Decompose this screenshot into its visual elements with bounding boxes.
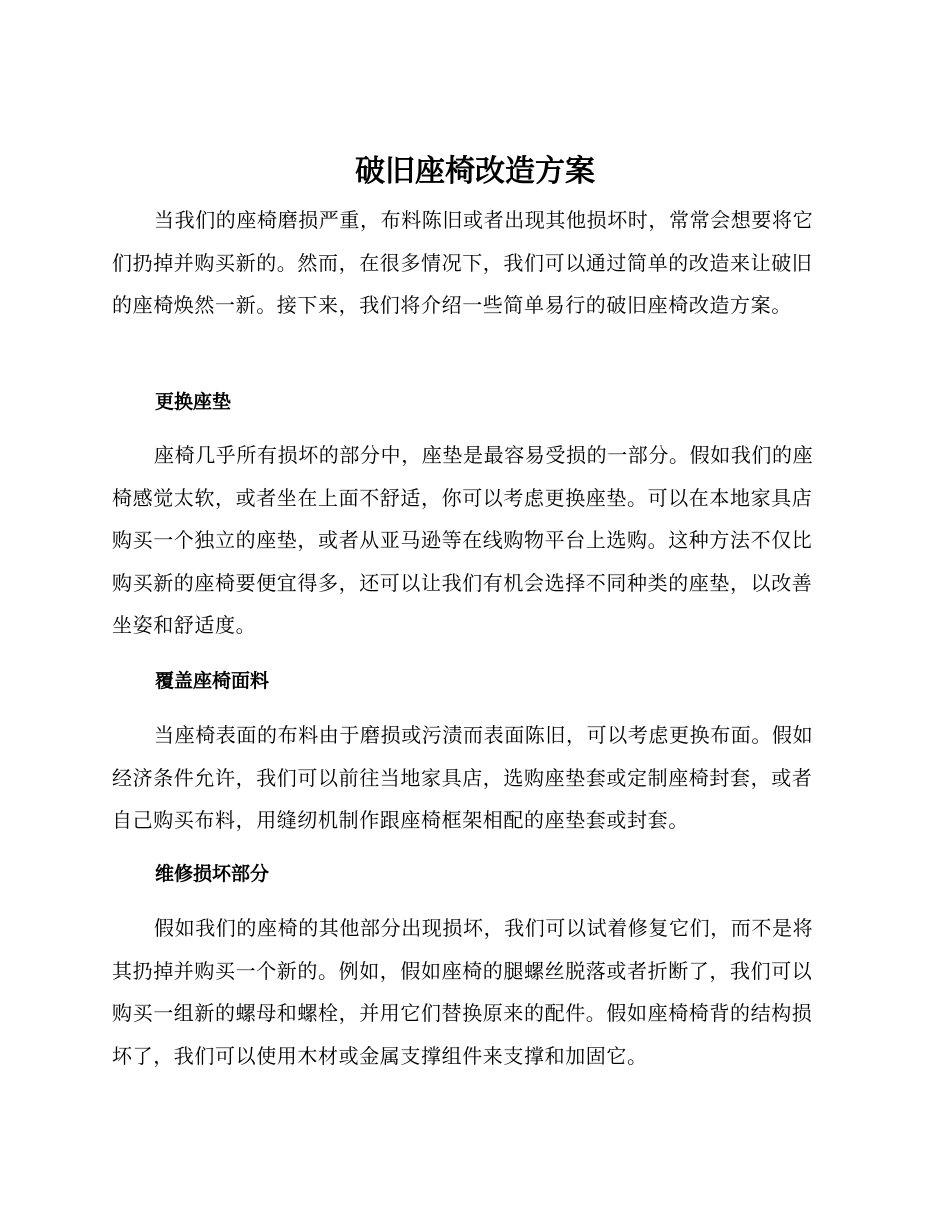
intro-paragraph: 当我们的座椅磨损严重，布料陈旧或者出现其他损坏时，常常会想要将它们扔掉并购买新的。然而，在很多情况下，我们可以通过简单的改造来让破旧的座椅焕然一新。接下来，我们将介绍一些简单易行的破旧座椅改造方案。 [112, 208, 814, 317]
section-heading-cover-fabric: 覆盖座椅面料 [155, 670, 270, 692]
section-body-replace-cushion: 座椅几乎所有损坏的部分中，座垫是最容易受损的一部分。假如我们的座椅感觉太软，或者坐在上面不舒适，你可以考虑更换座垫。可以在本地家具店购买一个独立的座垫，或者从亚马逊等在线购物平台上选购。这种方法不仅比购买新的座椅要便宜得多，还可以让我们有机会选择不同种类的座垫，以改善坐姿和舒适度。 [112, 443, 814, 637]
section-body-repair-damage: 假如我们的座椅的其他部分出现损坏，我们可以试着修复它们，而不是将其扔掉并购买一个新的。例如，假如座椅的腿螺丝脱落或者折断了，我们可以购买一组新的螺母和螺栓，并用它们替换原来的配件。假如座椅椅背的结构损坏了，我们可以使用木材或金属支撑组件来支撑和加固它。 [112, 916, 814, 1068]
document-title: 破旧座椅改造方案 [355, 154, 595, 189]
section-body-cover-fabric: 当座椅表面的布料由于磨损或污渍而表面陈旧，可以考虑更换布面。假如经济条件允许，我们可以前往当地家具店，选购座垫套或定制座椅封套，或者自己购买布料，用缝纫机制作跟座椅框架相配的座垫套或封套。 [112, 723, 814, 832]
section-heading-replace-cushion: 更换座垫 [155, 391, 232, 413]
section-heading-repair-damage: 维修损坏部分 [155, 863, 270, 885]
